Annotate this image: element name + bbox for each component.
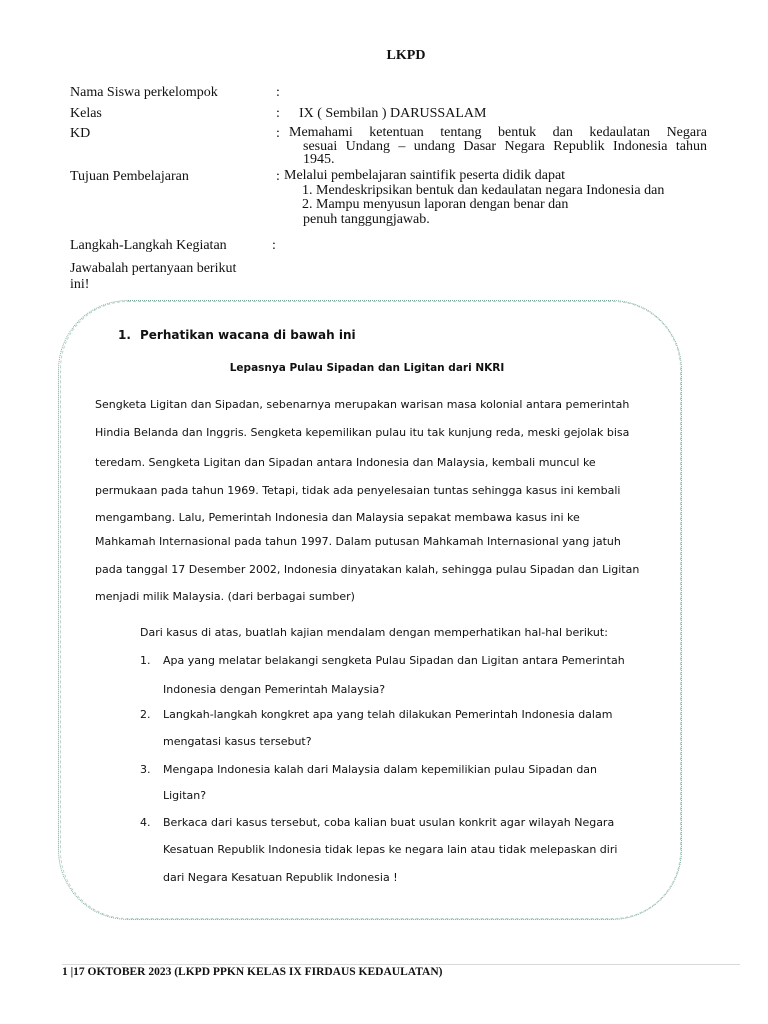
tujuan-colon: :	[276, 169, 280, 184]
question-line: Indonesia dengan Pemerintah Malaysia?	[163, 683, 386, 696]
questions-intro: Dari kasus di atas, buatlah kajian mendalam dengan memperhatikan hal-hal berikut:	[140, 626, 608, 639]
tujuan-value	[284, 169, 664, 227]
paragraph-line: Sengketa Ligitan dan Sipadan, sebenarnya merupakan warisan masa kolonial antara pemerintah	[95, 398, 630, 411]
paragraph-line: Mahkamah Internasional pada tahun 1997. Dalam putusan Mahkamah Internasional yang jatuh	[95, 535, 621, 548]
question-number: 1.	[140, 654, 151, 667]
question-line: Langkah-langkah kongkret apa yang telah dilakukan Pemerintah Indonesia dalam	[163, 708, 613, 721]
langkah-colon: :	[272, 238, 276, 253]
tujuan-line: Melalui pembelajaran saintifik peserta didik dapat	[284, 168, 566, 183]
footer-divider	[62, 964, 740, 965]
question-line: Kesatuan Republik Indonesia tidak lepas ke negara lain atau tidak melepaskan diri	[163, 843, 618, 856]
kd-label: KD	[70, 126, 91, 141]
kelas-colon: :	[276, 106, 280, 121]
activity-number: 1.	[118, 328, 131, 342]
question-line: dari Negara Kesatuan Republik Indonesia !	[163, 871, 398, 884]
kd-line: Memahami ketentuan tentang bentuk dan kedaulatan Negara	[289, 125, 707, 140]
paragraph-line: teredam. Sengketa Ligitan dan Sipadan antara Indonesia dan Malaysia, kembali muncul ke	[95, 456, 596, 469]
question-line: mengatasi kasus tersebut?	[163, 735, 312, 748]
paragraph-line: permukaan pada tahun 1969. Tetapi, tidak ada penyelesaian tuntas sehingga kasus ini kembali	[95, 484, 621, 497]
paragraph-line: pada tanggal 17 Desember 2002, Indonesia dinyatakan kalah, sehingga pulau Sipadan dan Ligitan	[95, 563, 640, 576]
question-line: Ligitan?	[163, 789, 207, 802]
kelas-value: IX ( Sembilan ) DARUSSALAM	[299, 106, 487, 121]
question-number: 4.	[140, 816, 151, 829]
kd-line: 1945.	[303, 152, 335, 167]
jawab-instruction	[70, 261, 236, 293]
document-title: LKPD	[386, 48, 426, 63]
tujuan-line: penuh tanggungjawab.	[303, 211, 430, 227]
kd-line: sesuai Undang – undang Dasar Negara Republik Indonesia tahun	[303, 138, 707, 154]
langkah-label: Langkah-Langkah Kegiatan	[70, 238, 227, 253]
nama-siswa-label: Nama Siswa perkelompok	[70, 85, 218, 100]
question-number: 3.	[140, 763, 151, 776]
page-footer: 1 |17 OKTOBER 2023 (LKPD PPKN KELAS IX FIRDAUS KEDAULATAN)	[62, 966, 443, 978]
question-line: Apa yang melatar belakangi sengketa Pulau Sipadan dan Ligitan antara Pemerintah	[163, 654, 625, 667]
paragraph-line: Hindia Belanda dan Inggris. Sengketa kepemilikan pulau itu tak kunjung reda, meski gejolak bisa	[95, 426, 630, 439]
question-line: Mengapa Indonesia kalah dari Malaysia dalam kepemilikian pulau Sipadan dan	[163, 763, 598, 776]
nama-siswa-colon: :	[276, 85, 280, 100]
jawab-line: Jawabalah pertanyaan berikut	[70, 261, 237, 276]
kd-colon: :	[276, 126, 280, 141]
article-title: Lepasnya Pulau Sipadan dan Ligitan dari NKRI	[229, 362, 505, 374]
kelas-label: Kelas	[70, 106, 102, 121]
paragraph-line: menjadi milik Malaysia. (dari berbagai sumber)	[95, 590, 355, 603]
activity-heading-text: Perhatikan wacana di bawah ini	[140, 328, 356, 342]
kd-value	[289, 126, 707, 167]
tujuan-label: Tujuan Pembelajaran	[70, 169, 189, 184]
paragraph-line: mengambang. Lalu, Pemerintah Indonesia dan Malaysia sepakat membawa kasus ini ke	[95, 511, 580, 524]
jawab-line: ini!	[70, 277, 90, 292]
tujuan-line: 1. Mendeskripsikan bentuk dan kedaulatan negara Indonesia dan	[302, 182, 665, 198]
activity-heading	[118, 328, 356, 342]
question-number: 2.	[140, 708, 151, 721]
question-line: Berkaca dari kasus tersebut, coba kalian buat usulan konkrit agar wilayah Negara	[163, 816, 615, 829]
tujuan-line: 2. Mampu menyusun laporan dengan benar dan	[302, 197, 569, 212]
